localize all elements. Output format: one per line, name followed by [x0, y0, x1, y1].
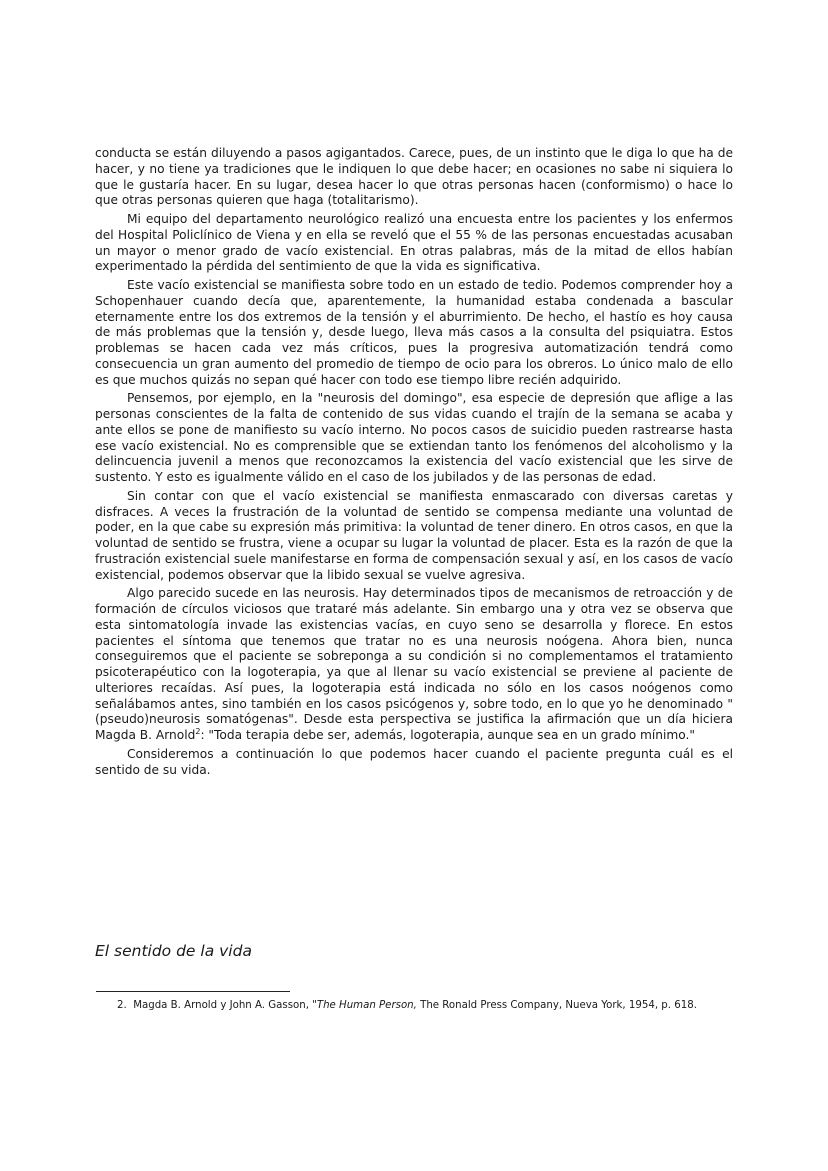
paragraph — [95, 586, 733, 744]
body-text — [95, 146, 733, 781]
paragraph: conducta se están diluyendo a pasos agigantados. Carece, pues, de un instinto que le diga lo que ha de hacer, y no tiene ya tradiciones que le indiquen lo que debe hacer; en ocasiones no sabe ni siquiera lo que le gustaría hacer. En su lugar, desea hacer lo que otras personas hacen (conformismo) o hace lo que otras personas quieren que haga (totalitarismo). — [95, 146, 733, 208]
paragraph: Consideremos a continuación lo que podemos hacer cuando el paciente pregunta cuál es el sentido de su vida. — [95, 746, 733, 777]
paragraph-text: Algo parecido sucede en las neurosis. Hay determinados tipos de mecanismos de retroacción y de formación de círculos viciosos que trataré más adelante. Sin embargo una y otra vez se observa que esta sintomatología invade las existencias vacías, en cuyo seno se desarrolla y florece. En estos pacientes el síntoma que tenemos que tratar no es una neurosis noógena. Ahora bien, nunca conseguiremos que el paciente se sobreponga a su condición si no complementamos el tratamiento psicoterapéutico con la logoterapia, ya que al llenar su vacío existencial se previene al paciente de ulteriores recaídas. Así pues, la logoterapia está indicada no sólo en los casos noógenos como señalábamos antes, sino también en los casos psicógenos y, sobre todo, en lo que yo he denominado "(pseudo)neurosis somatógenas". Desde esta perspectiva se justifica la afirmación que un día hiciera Magda B. Arnold — [95, 586, 733, 742]
paragraph: Pensemos, por ejemplo, en la "neurosis del domingo", esa especie de depresión que aflige a las personas conscientes de la falta de contenido de sus vidas cuando el trajín de la semana se acaba y ante ellos se pone de manifiesto su vacío interno. No pocos casos de suicidio pueden rastrearse hasta ese vacío existencial. No es comprensible que se extiendan tanto los fenómenos del alcoholismo y la delincuencia juvenil a menos que reconozcamos la existencia del vacío existencial que les sirve de sustento. Y esto es igualmente válido en el caso de los jubilados y de las personas de edad. — [95, 391, 733, 484]
section-heading: El sentido de la vida — [95, 942, 252, 960]
paragraph: Sin contar con que el vacío existencial se manifiesta enmascarado con diversas caretas y disfraces. A veces la frustración de la voluntad de sentido se compensa mediante una voluntad de poder, en la que cabe su expresión más primitiva: la voluntad de tener dinero. En otros casos, en que la voluntad de sentido se frustra, viene a ocupar su lugar la voluntad de placer. Esta es la razón de que la frustración existencial suele manifestarse en forma de compensación sexual y así, en los casos de vacío existencial, podemos observar que la libido sexual se vuelve agresiva. — [95, 488, 733, 582]
paragraph-text: : "Toda terapia debe ser, además, logoterapia, aunque sea en un grado mínimo." — [200, 728, 695, 742]
footnote-book-title: The Human Person, — [316, 1000, 417, 1011]
paragraph: Este vacío existencial se manifiesta sobre todo en un estado de tedio. Podemos comprender hoy a Schopenhauer cuando decía que, aparentemente, la humanidad estaba condenada a bascular eternamente entre los dos extremos de la tensión y el aburrimiento. De hecho, el hastío es hoy causa de más problemas que la tensión y, desde luego, lleva más casos a la consulta del psiquiatra. Estos problemas se hacen cada vez más críticos, pues la progresiva automatización tendrá como consecuencia un gran aumento del promedio de tiempo de ocio para los obreros. Lo único malo de ello es que muchos quizás no sepan qué hacer con todo ese tiempo libre recién adquirido. — [95, 278, 733, 387]
footnote-number: 2. — [117, 1000, 127, 1011]
footnote-text: The Ronald Press Company, Nueva York, 1954, p. 618. — [416, 1000, 697, 1011]
footnote-text: Magda B. Arnold y John A. Gasson, " — [133, 1000, 317, 1011]
footnote-reference[interactable]: 2 — [195, 726, 201, 736]
footnote-divider — [96, 991, 290, 992]
footnote — [95, 998, 733, 1013]
paragraph: Mi equipo del departamento neurológico realizó una encuesta entre los pacientes y los enfermos del Hospital Policlínico de Viena y en ella se reveló que el 55 % de las personas encuestadas acusaban un mayor o menor grado de vacío existencial. En otras palabras, más de la mitad de ellos habían experimentado la pérdida del sentimiento de que la vida es significativa. — [95, 212, 733, 274]
